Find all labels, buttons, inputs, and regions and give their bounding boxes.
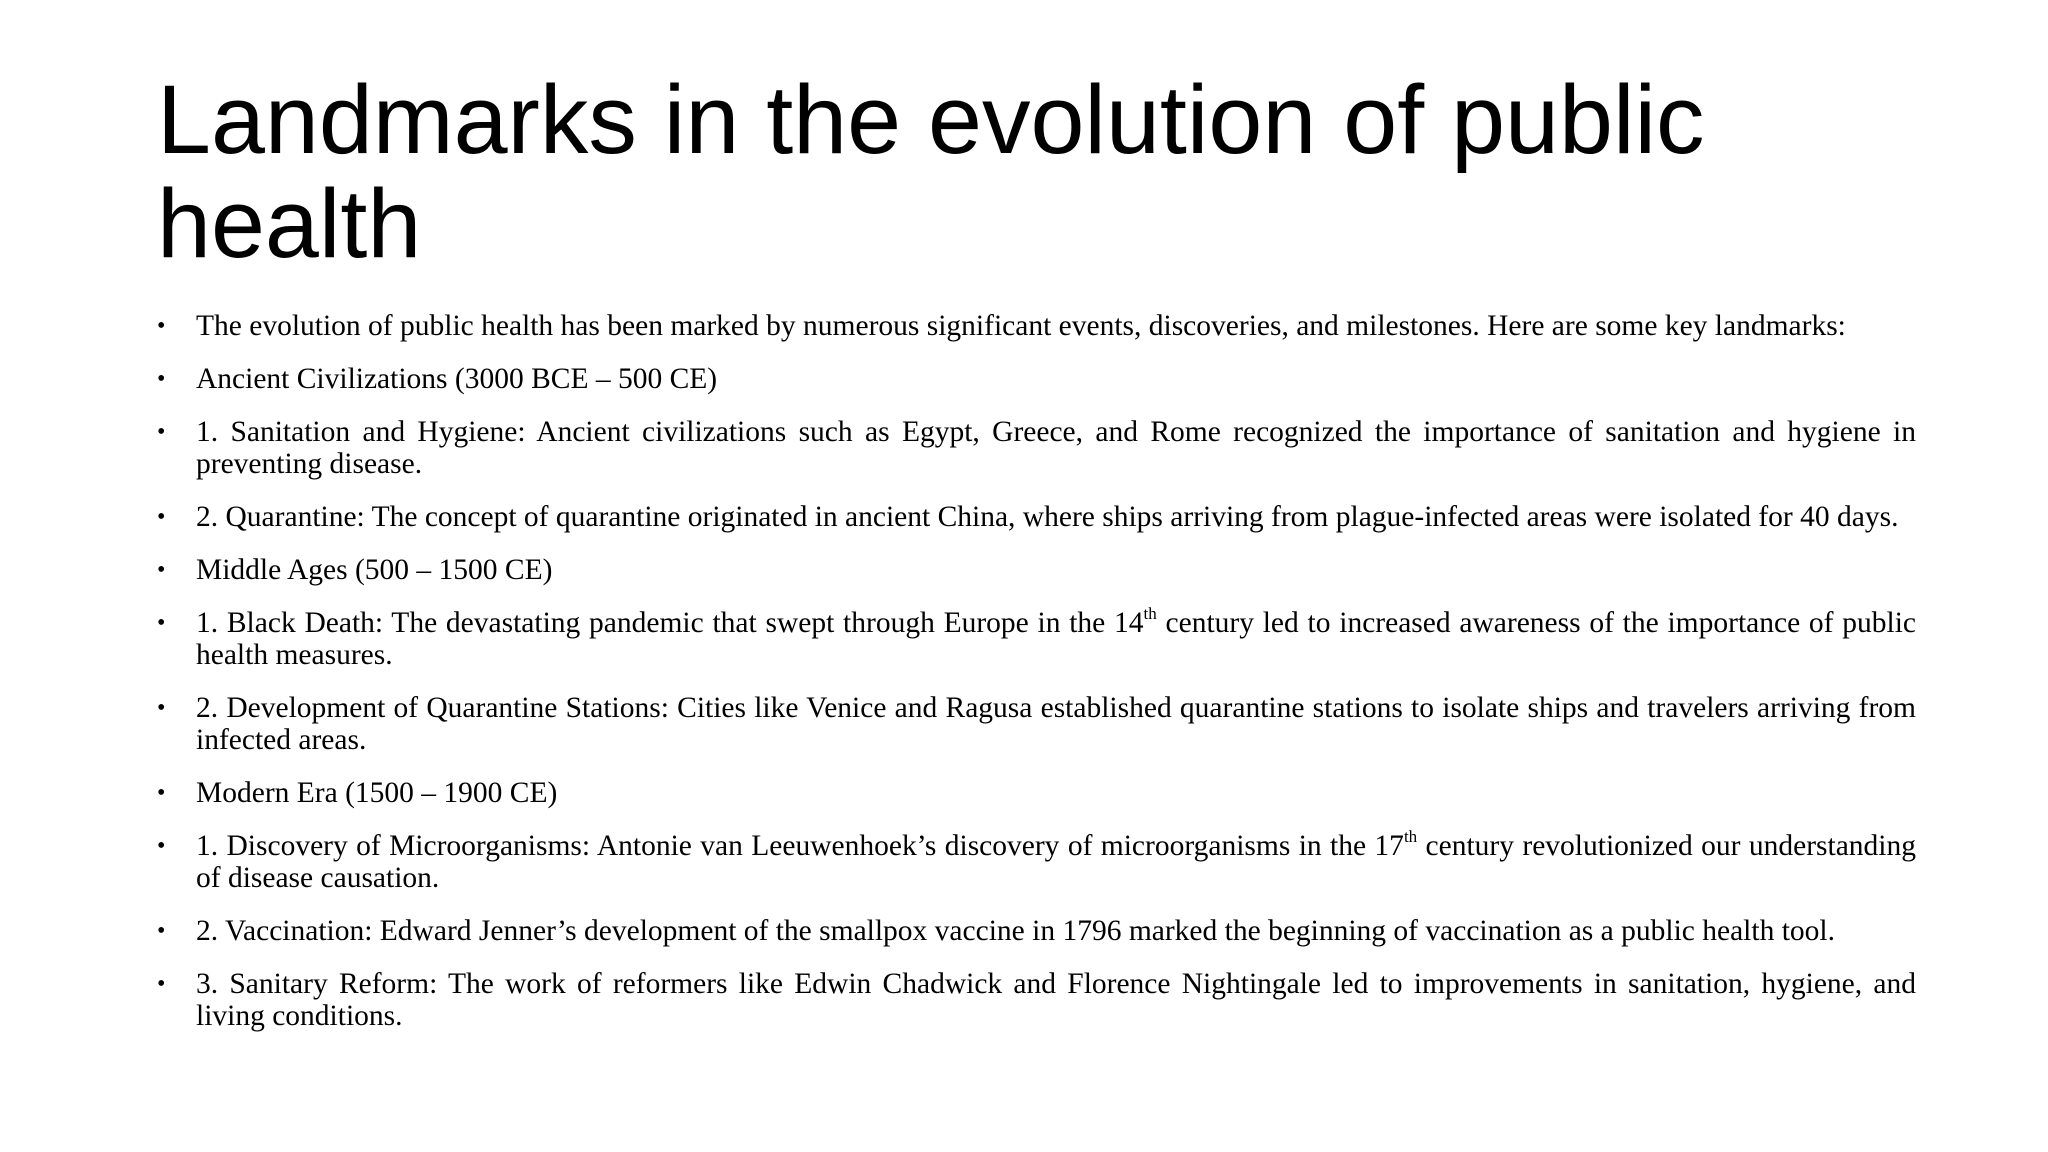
superscript: th [1403, 827, 1418, 847]
bullet-marker: • [157, 419, 166, 445]
bullet-marker: • [157, 366, 166, 392]
bullet-text: Ancient Civilizations (3000 BCE – 500 CE) [196, 363, 718, 395]
bullet-item [157, 968, 1916, 1032]
bullet-item [157, 604, 1916, 671]
text-segment: 1. Black Death: The devastating pandemic that swept through Europe in the 14 [196, 607, 1144, 639]
bullet-item [157, 777, 1916, 809]
bullet-marker: • [157, 918, 166, 944]
superscript: th [1143, 604, 1157, 624]
bullet-marker: • [157, 504, 166, 530]
bullet-marker: • [157, 695, 166, 721]
bullet-item [157, 827, 1916, 894]
bullet-marker: • [157, 610, 166, 636]
bullet-text: 2. Development of Quarantine Stations: Cities like Venice and Ragusa established quarantine stations to isolate ships and travelers arriving from infected areas. [196, 692, 1916, 756]
slide-title: Landmarks in the evolution of public health [157, 65, 1705, 278]
bullet-text [196, 827, 1916, 894]
text-segment: 1. Discovery of Microorganisms: Antonie van Leeuwenhoek’s discovery of microorganisms in the 17 [196, 830, 1404, 862]
bullet-marker: • [157, 313, 166, 339]
bullet-item [157, 310, 1916, 342]
bullet-text: 1. Sanitation and Hygiene: Ancient civilizations such as Egypt, Greece, and Rome recognized the importance of sanitation and hygiene in preventing disease. [196, 416, 1916, 480]
bullet-marker: • [157, 833, 166, 859]
text-segment: century revolutionized our understanding of disease causation. [196, 830, 1916, 894]
bullet-marker: • [157, 780, 166, 806]
bullet-item [157, 554, 1916, 586]
bullet-text: 3. Sanitary Reform: The work of reformers like Edwin Chadwick and Florence Nightingale led to improvements in sanitation, hygiene, and living conditions. [196, 968, 1916, 1032]
bullet-text: Modern Era (1500 – 1900 CE) [196, 777, 558, 809]
bullet-marker: • [157, 557, 166, 583]
bullet-text: Middle Ages (500 – 1500 CE) [196, 554, 553, 586]
bullet-item [157, 915, 1916, 947]
bullet-text: The evolution of public health has been marked by numerous significant events, discoveries, and milestones. Here are some key landmarks: [196, 310, 1846, 342]
bullet-text: 2. Vaccination: Edward Jenner’s development of the smallpox vaccine in 1796 marked the beginning of vaccination as a public health tool. [196, 915, 1835, 947]
bullet-text: 2. Quarantine: The concept of quarantine originated in ancient China, where ships arriving from plague-infected areas were isolated for 40 days. [196, 501, 1899, 533]
bullet-item [157, 416, 1916, 480]
bullet-item [157, 363, 1916, 395]
bullet-list [157, 310, 1916, 1053]
bullet-text [196, 604, 1916, 671]
bullet-item [157, 692, 1916, 756]
bullet-marker: • [157, 971, 166, 997]
text-segment: century led to increased awareness of the importance of public health measures. [196, 607, 1916, 671]
bullet-item [157, 501, 1916, 533]
